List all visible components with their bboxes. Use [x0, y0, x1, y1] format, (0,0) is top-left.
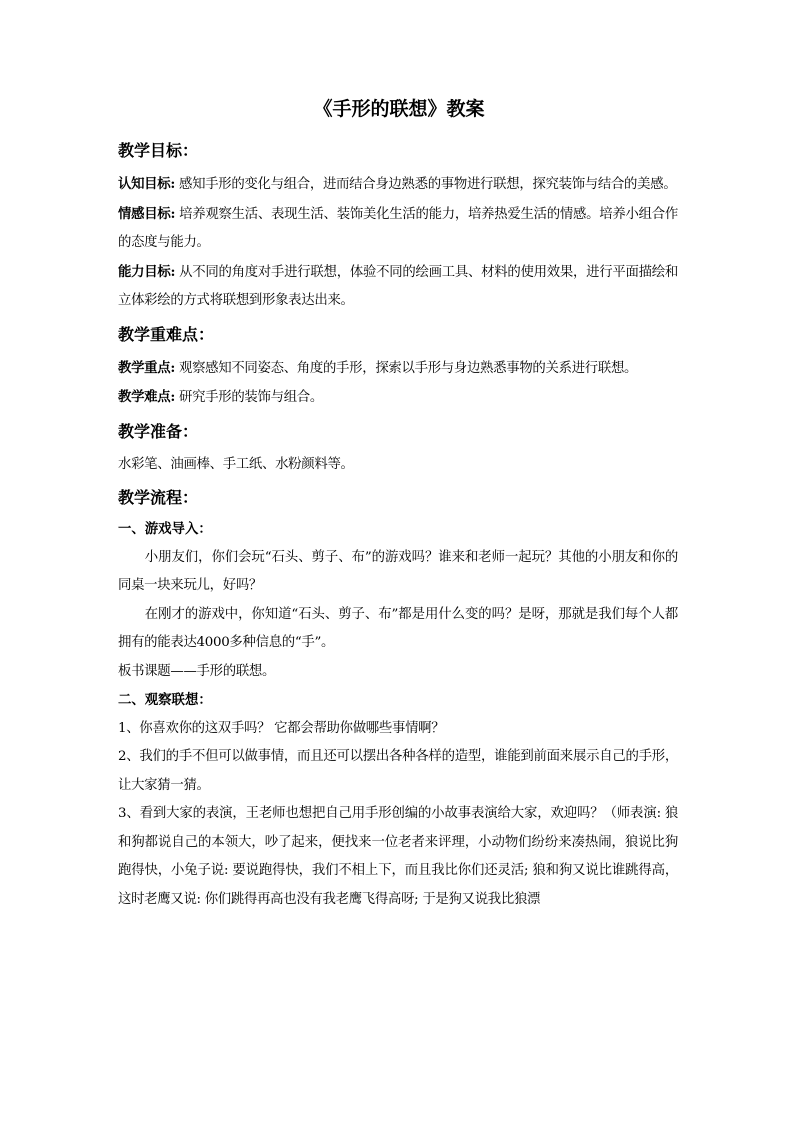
goal-emotional	[118, 200, 678, 258]
goal-emotional-label: 情感目标:	[118, 205, 176, 222]
section-game-intro-title: 一、游戏导入：	[118, 521, 212, 537]
game-intro-paragraph-1: 小朋友们，你们会玩“石头、剪子、布”的游戏吗？谁来和老师一起玩？其他的小朋友和你的同桌一块来玩儿，好吗？	[118, 549, 678, 593]
goal-cognitive	[118, 170, 678, 200]
heading-teaching-goals: 教学目标：	[118, 141, 199, 160]
goal-cognitive-text: 感知手形的变化与组合，进而结合身边熟悉的事物进行联想，探究装饰与结合的美感。	[175, 177, 677, 192]
goal-ability	[118, 258, 678, 316]
difficult-point	[118, 383, 678, 413]
goal-cognitive-label: 认知目标:	[118, 176, 176, 192]
observe-item-2: 2、我们的手不但可以做事情，而且还可以摆出各种各样的造型，谁能到前面来展示自己的手形，让大家猜一猜。	[118, 749, 678, 793]
goal-emotional-text: 培养观察生活、表现生活、装饰美化生活的能力，培养热爱生活的情感。培养小组合作的态度与能力。	[118, 206, 678, 250]
difficult-point-label: 教学难点:	[118, 389, 176, 405]
document-title: 《手形的联想》教案	[313, 98, 485, 120]
key-point-label: 教学重点:	[118, 359, 176, 376]
section-observe-title: 二、观察联想：	[118, 692, 212, 708]
heading-teaching-flow: 教学流程：	[118, 488, 199, 507]
goal-ability-label: 能力目标:	[118, 263, 176, 280]
game-intro-paragraph-3: 板书课题——手形的联想。	[118, 663, 276, 679]
observe-item-3: 3、看到大家的表演，王老师也想把自己用手形创编的小故事表演给大家，欢迎吗？（师表演: 狼和狗都说自己的本领大，吵了起来，便找来一位老者来评理，小动物们纷纷来凑热闹，狼说比狗跑得快，小兔子说: 要说跑得快，我们不相上下，而且我比你们还灵活; 狼和狗又说比谁跳得高，这时老鹰又说: 你们跳得再高也没有我老鹰飞得高呀; 于是狗又说我比狼漂	[118, 806, 678, 907]
game-intro-paragraph-2: 在刚才的游戏中，你知道“石头、剪子、布”都是用什么变的吗？是呀，那就是我们每个人都拥有的能表达4000多种信息的“手”。	[118, 606, 678, 650]
key-point-text: 观察感知不同姿态、角度的手形，探索以手形与身边熟悉事物的关系进行联想。	[175, 360, 638, 376]
heading-preparation: 教学准备：	[118, 421, 199, 441]
observe-item-1: 1、你喜欢你的这双手吗？ 它都会帮助你做哪些事情啊？	[118, 720, 445, 736]
difficult-point-text: 研究手形的装饰与组合。	[175, 390, 323, 405]
goal-ability-text: 从不同的角度对手进行联想，体验不同的绘画工具、材料的使用效果，进行平面描绘和立体彩绘的方式将联想到形象表达出来。	[118, 264, 678, 308]
document-page	[118, 96, 678, 914]
heading-key-points: 教学重难点：	[118, 324, 215, 344]
preparation-text: 水彩笔、油画棒、手工纸、水粉颜料等。	[118, 456, 354, 472]
key-point	[118, 354, 678, 384]
